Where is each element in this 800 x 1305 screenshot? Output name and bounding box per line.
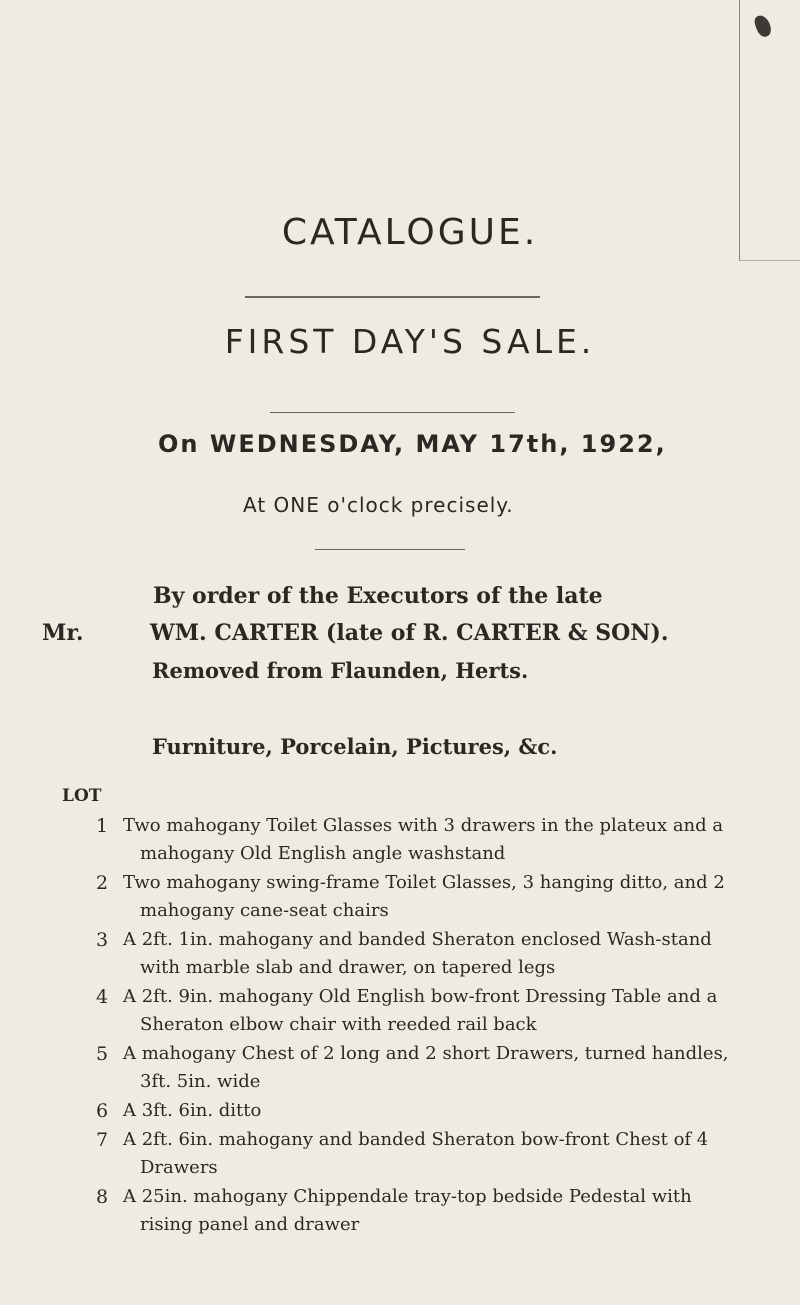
lot-description: A 3ft. 6in. ditto [123,1100,262,1121]
lot-column-header: LOT [62,786,102,806]
first-day-heading: FIRST DAY'S SALE. [224,322,596,361]
lot-description: Two mahogany Toilet Glasses with 3 drawers in the plateux and a mahogany Old English angle washstand [123,815,724,864]
list-item [0,1097,743,1125]
list-item [0,1126,743,1182]
lot-number: 4 [95,986,109,1008]
lot-description: A 25in. mahogany Chippendale tray-top bedside Pedestal with rising panel and drawer [123,1186,692,1235]
lot-description: A 2ft. 6in. mahogany and banded Sheraton bow-front Chest of 4 Drawers [123,1129,709,1178]
lot-number: 7 [95,1129,109,1151]
lot-description: A 2ft. 1in. mahogany and banded Sheraton enclosed Wash-stand with marble slab and drawer, on tapered legs [123,929,712,978]
lot-list [0,812,800,1240]
list-item [0,1183,743,1239]
lot-number: 1 [95,815,109,837]
list-item [0,869,743,925]
lot-number: 5 [95,1043,109,1065]
sale-time: At ONE o'clock precisely. [243,493,514,517]
sale-date: On WEDNESDAY, MAY 17th, 1922, [158,430,667,458]
lot-description: Two mahogany swing-frame Toilet Glasses, 3 hanging ditto, and 2 mahogany cane-seat chairs [123,872,725,921]
divider-rule [270,412,515,413]
catalogue-title: CATALOGUE. [281,212,539,253]
lot-number: 6 [95,1100,109,1122]
list-item [0,1040,743,1096]
order-line-2 [42,620,668,646]
order-line-1: By order of the Executors of the late [153,583,603,609]
order-executor-name: WM. CARTER (late of R. CARTER & SON). [150,620,669,646]
order-title-mr: Mr. [42,620,84,646]
lot-number: 8 [95,1186,109,1208]
lot-description: A 2ft. 9in. mahogany Old English bow-front Dressing Table and a Sheraton elbow chair with reeded rail back [123,986,718,1035]
list-item [0,926,743,982]
list-item [0,983,743,1039]
divider-rule [245,296,540,298]
lot-description: A mahogany Chest of 2 long and 2 short Drawers, turned handles, 3ft. 5in. wide [123,1043,729,1092]
divider-rule [315,549,465,550]
order-line-3: Removed from Flaunden, Herts. [152,658,529,683]
list-item [0,812,743,868]
lot-number: 3 [95,929,109,951]
sale-subtitle: Furniture, Porcelain, Pictures, &c. [152,734,558,759]
lot-number: 2 [95,872,109,894]
